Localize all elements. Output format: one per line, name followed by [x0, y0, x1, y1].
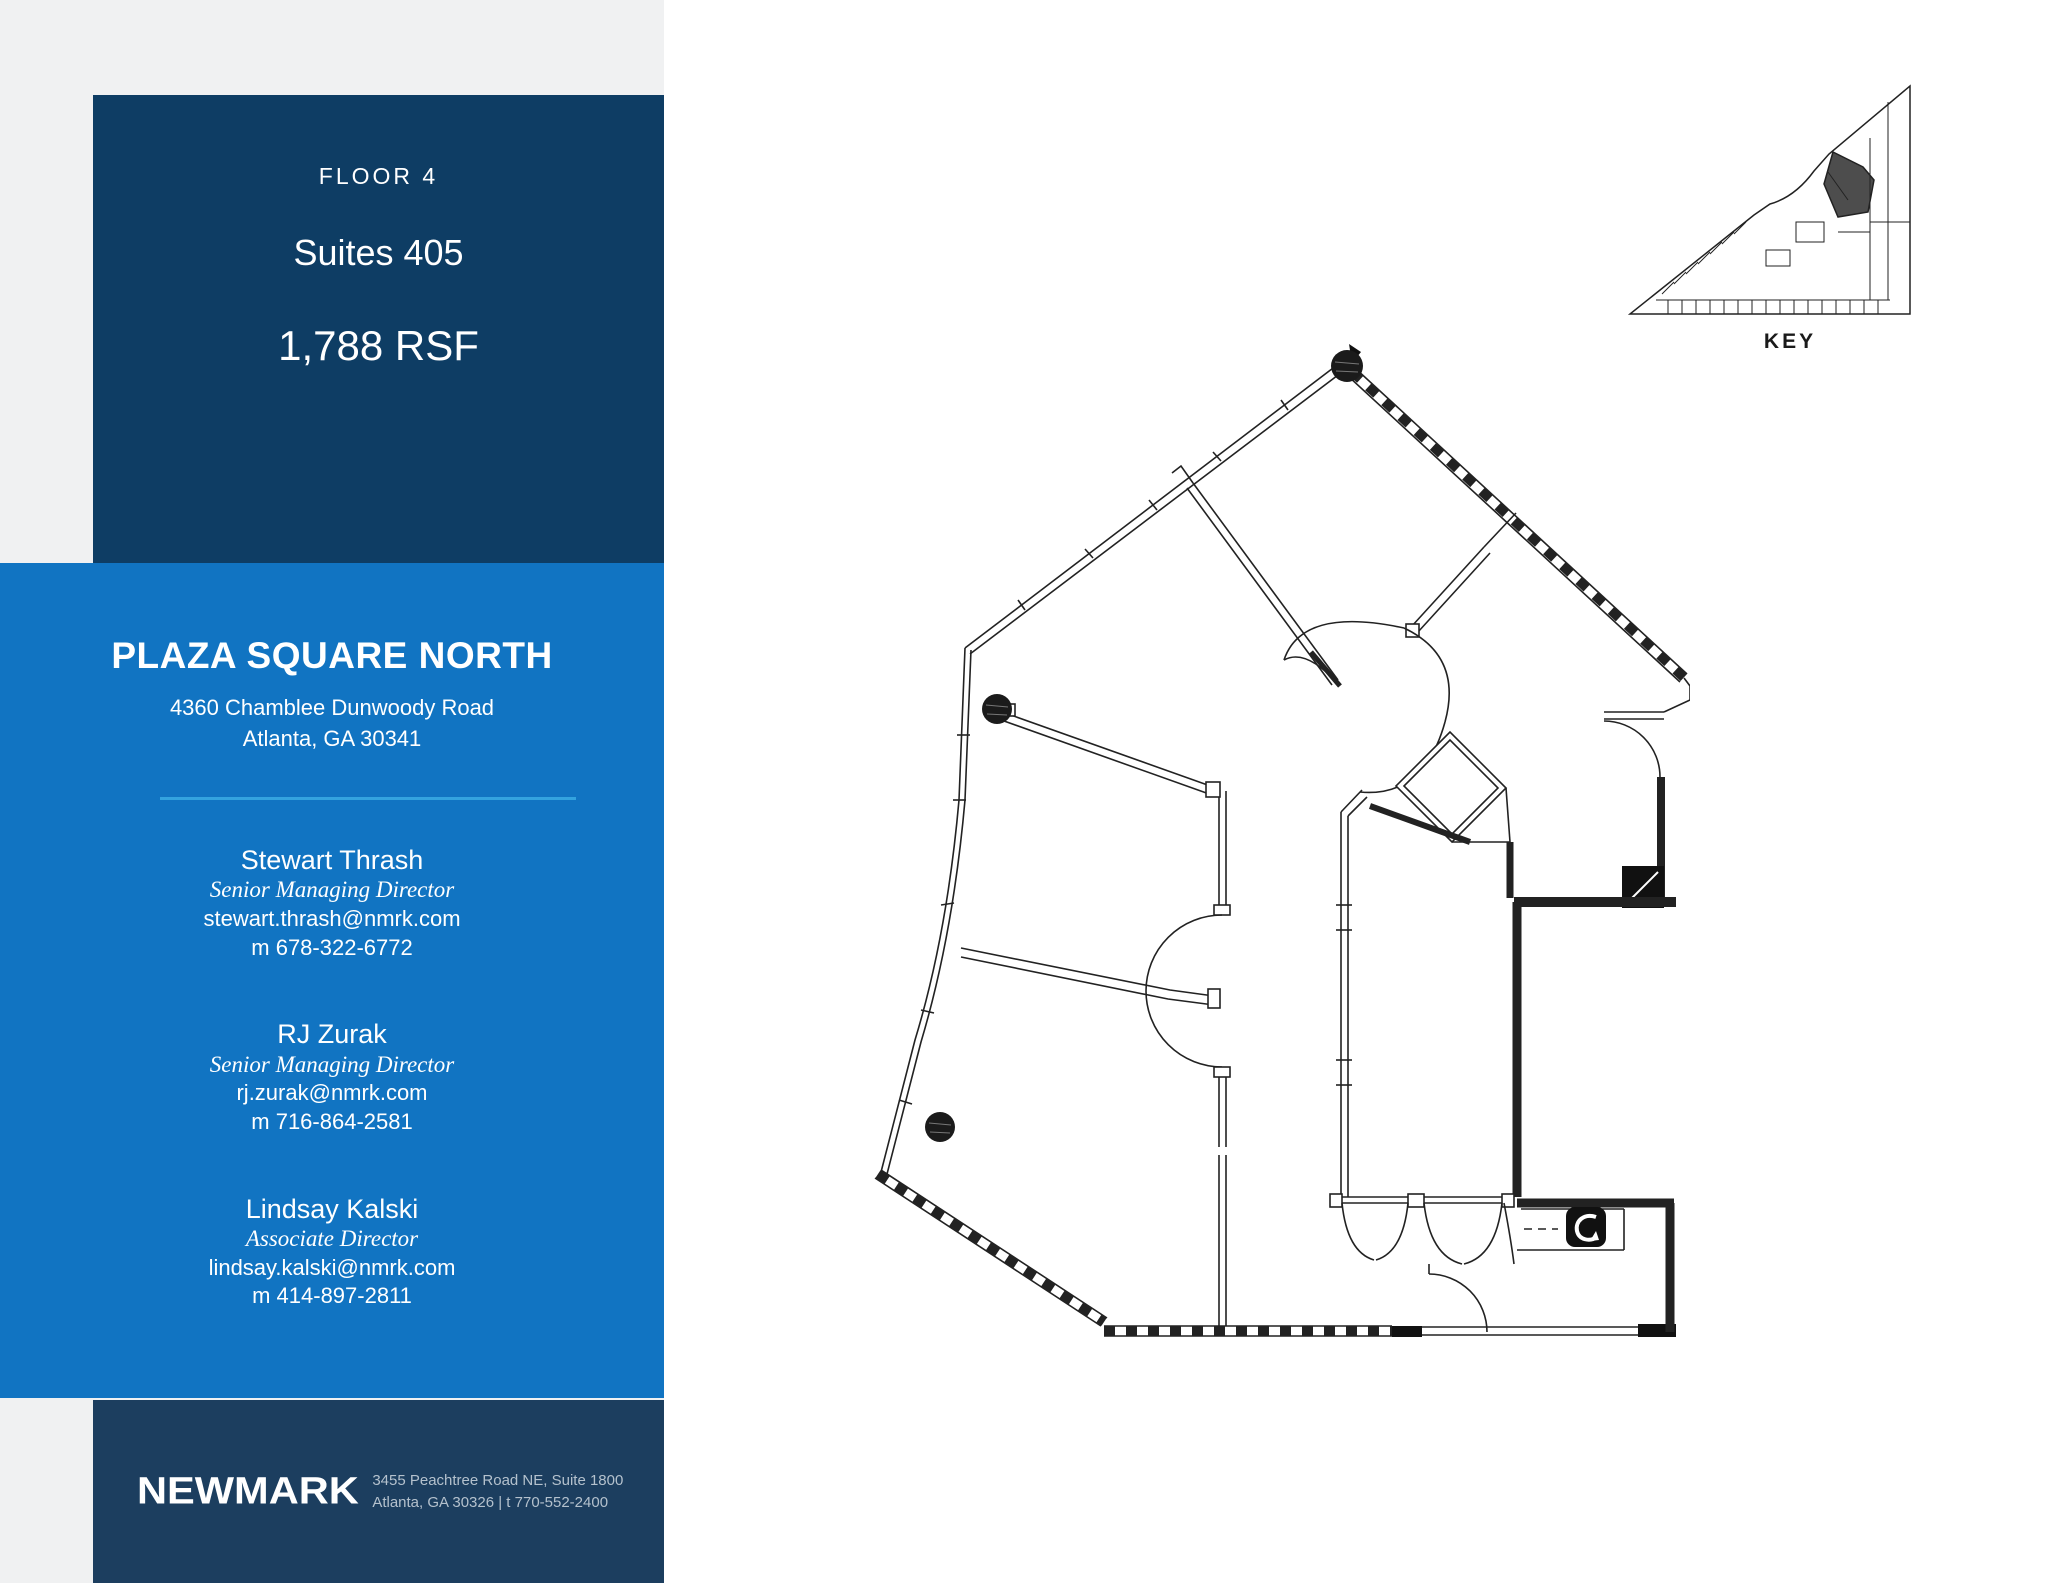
door-arc [1504, 1203, 1514, 1264]
footer-address [372, 1470, 623, 1514]
contact-email: rj.zurak@nmrk.com [236, 1080, 428, 1106]
door-arc-east [1604, 721, 1660, 777]
building-address-line1: 4360 Chamblee Dunwoody Road [169, 695, 495, 720]
floor-plan [860, 330, 1690, 1360]
room-center-south [1330, 790, 1514, 1332]
contact-email: stewart.thrash@nmrk.com [203, 906, 461, 932]
contact-name: Stewart Thrash [240, 845, 424, 875]
building-address-line2: Atlanta, GA 30341 [242, 725, 422, 751]
footer [93, 1400, 664, 1583]
building-name: PLAZA SQUARE NORTH [111, 635, 553, 676]
window-wall-northwest [965, 362, 1346, 654]
column-markers [925, 350, 1363, 1142]
key-map-drawing [1618, 72, 1922, 330]
wall-interior-northwest [1172, 466, 1340, 686]
wall-interior-northeast [1406, 513, 1516, 637]
wall-west-curved [880, 648, 971, 1178]
contact-phone: m 414-897-2811 [252, 1283, 412, 1309]
divider-line [160, 797, 576, 800]
door-arc [1464, 1203, 1502, 1264]
column-marker [1331, 350, 1363, 382]
footer-address-line1: 3455 Peachtree Road NE, Suite 1800 [372, 1471, 624, 1489]
suites-label: Suites 405 [293, 232, 464, 273]
column-marker [982, 694, 1012, 724]
door-arc [1376, 1203, 1408, 1260]
contact-email: lindsay.kalski@nmrk.com [208, 1254, 456, 1280]
wall-diagonal-west [1000, 704, 1220, 797]
angled-closet [1370, 732, 1510, 898]
property-panel [0, 563, 664, 1398]
contact-title: Senior Managing Director [209, 877, 455, 903]
wall-southwest-hatched [875, 1170, 1676, 1337]
column-marker [925, 1112, 955, 1142]
contact-name: RJ Zurak [277, 1019, 387, 1050]
contacts-list [0, 844, 664, 1367]
contact-phone: m 716-864-2581 [251, 1109, 413, 1135]
suite-info-box [93, 95, 664, 563]
wall-central-spine [1146, 791, 1230, 1326]
door-arc [1424, 1203, 1462, 1264]
contact-card [0, 844, 664, 962]
key-map [1618, 72, 1922, 330]
building-address [0, 693, 664, 755]
room-bottom-right [1517, 1207, 1624, 1250]
door-arc [1342, 1203, 1374, 1260]
floor-label: FLOOR 4 [318, 163, 439, 189]
wall-northeast-hatched [1348, 344, 1687, 682]
door-arc-corridor [1429, 1274, 1487, 1332]
footer-address-line2: Atlanta, GA 30326 | t 770-552-2400 [372, 1493, 609, 1511]
newmark-logo: NEWMARK [137, 1469, 359, 1513]
rsf-label: 1,788 RSF [278, 322, 479, 369]
key-map-label: KEY [1763, 330, 1817, 353]
contact-card [0, 1018, 664, 1136]
contact-title: Senior Managing Director [209, 1051, 455, 1077]
contact-card [0, 1193, 664, 1311]
wall-corridor-west [961, 948, 1220, 1008]
contact-phone: m 678-322-6772 [251, 934, 413, 960]
contact-title: Associate Director [245, 1226, 419, 1252]
floor-plan-drawing [860, 330, 1690, 1360]
contact-name: Lindsay Kalski [245, 1193, 419, 1224]
